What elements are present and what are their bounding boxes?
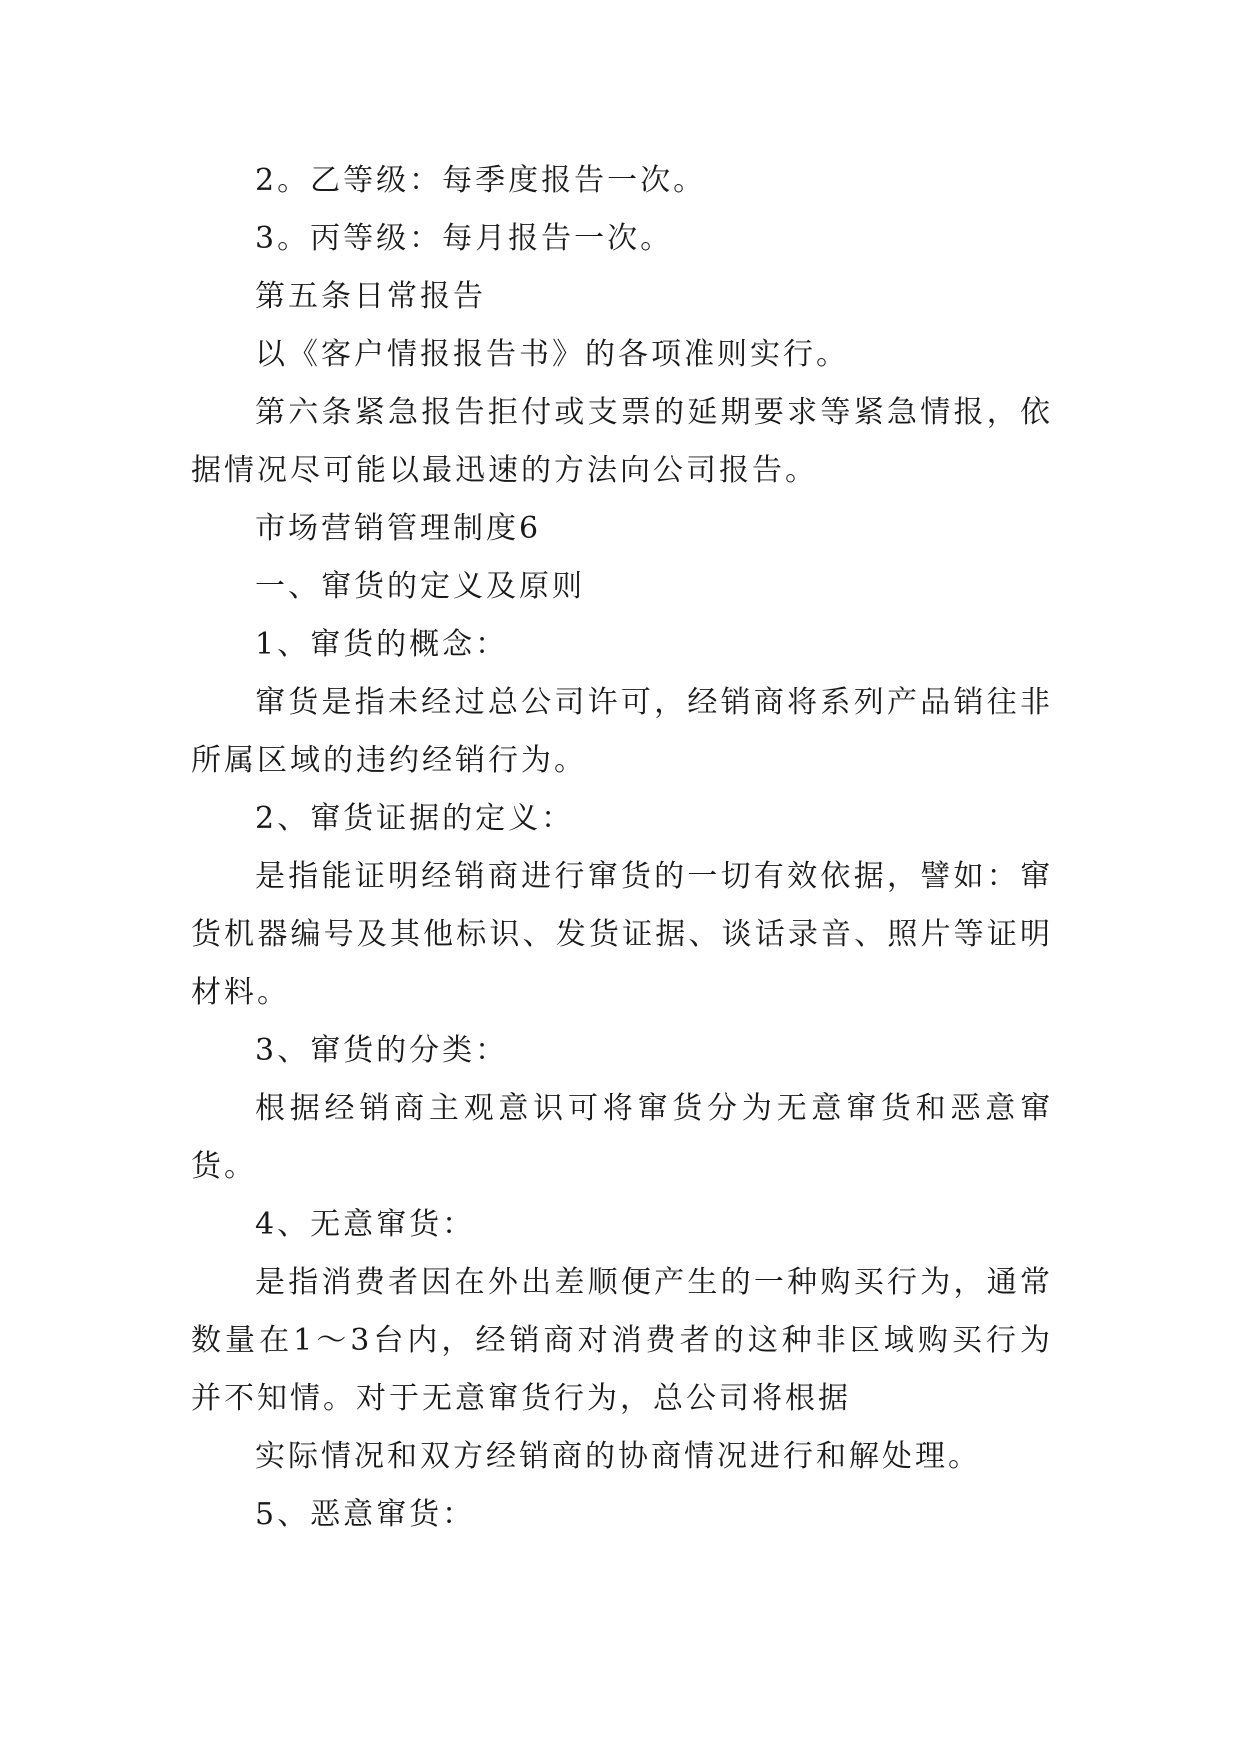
paragraph-article-5-body: 以《客户情报报告书》的各项准则实行。 [255,337,849,372]
subheading-classification: 3、窜货的分类： [255,1033,509,1068]
subheading-unintentional: 4、无意窜货： [255,1207,476,1242]
paragraph-grade-c: 3。丙等级：每月报告一次。 [255,221,674,256]
paragraph-article-5-title: 第五条日常报告 [255,279,486,314]
paragraph-classification-body: 根据经销商主观意识可将窜货分为无意窜货和恶意窜货。 [191,1091,1053,1184]
paragraph-unintentional-continued: 实际情况和双方经销商的协商情况进行和解处理。 [255,1439,981,1474]
paragraph-evidence-body: 是指能证明经销商进行窜货的一切有效依据，譬如：窜货机器编号及其他标识、发货证据、谈话录音、照片等证明材料。 [191,859,1053,1010]
section-heading-definition: 一、窜货的定义及原则 [255,569,585,604]
subheading-concept: 1、窜货的概念： [255,627,509,662]
paragraph-grade-b: 2。乙等级：每季度报告一次。 [255,163,707,198]
document-body [191,152,1053,1544]
section-heading-system-6: 市场营销管理制度6 [255,511,542,546]
subheading-evidence: 2、窜货证据的定义： [255,801,575,836]
subheading-malicious: 5、恶意窜货： [255,1497,476,1532]
paragraph-concept-body: 窜货是指未经过总公司许可，经销商将系列产品销往非所属区域的违约经销行为。 [191,685,1053,778]
paragraph-unintentional-body: 是指消费者因在外出差顺便产生的一种购买行为，通常数量在1～3台内，经销商对消费者的这种非区域购买行为并不知情。对于无意窜货行为，总公司将根据 [191,1265,1053,1416]
paragraph-article-6: 第六条紧急报告拒付或支票的延期要求等紧急情报，依据情况尽可能以最迅速的方法向公司报告。 [191,395,1053,488]
